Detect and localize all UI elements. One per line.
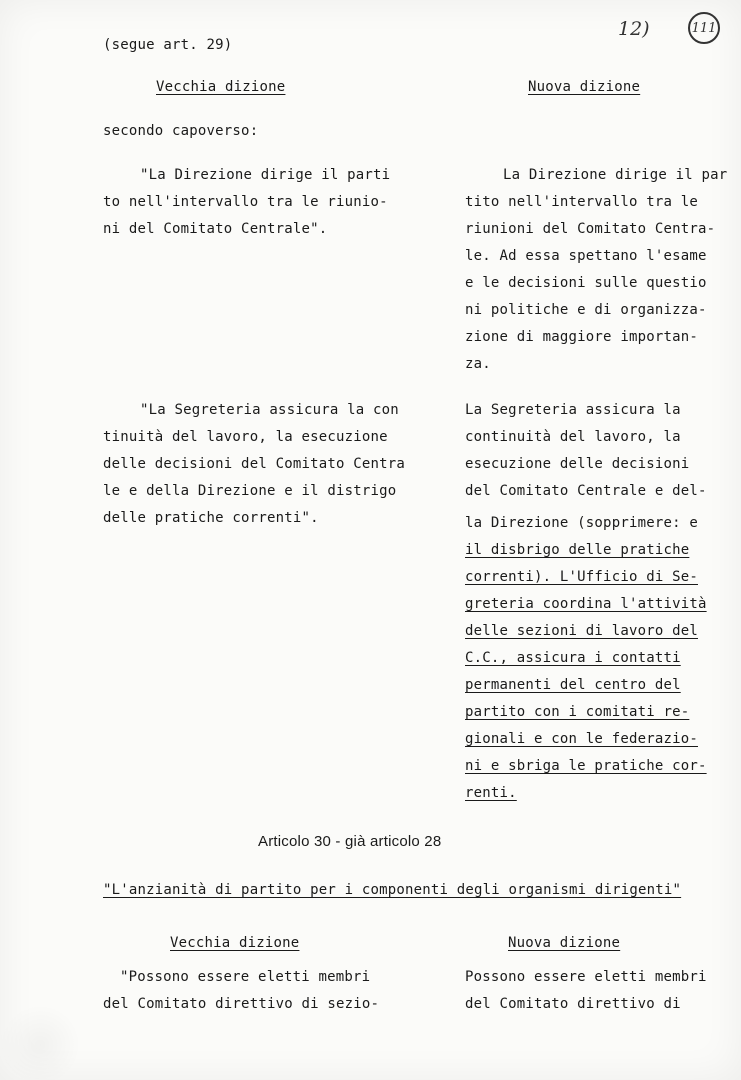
new-para3-line: Possono essere eletti membri [465,969,707,985]
new-para2-added-line: partito con i comitati re- [465,704,690,720]
new-para1-line: tito nell'intervallo tra le [465,194,698,210]
subheading: secondo capoverso: [103,123,259,139]
faint-watermark [0,1000,90,1080]
new-para1-line: za. [465,356,491,372]
new-para2-line: la Direzione (sopprimere: e [465,515,698,531]
new-para2-line: La Segreteria assicura la [465,402,681,418]
new-para1-line: riunioni del Comitato Centra- [465,221,716,237]
old-para1-line: ni del Comitato Centrale". [103,221,328,237]
old-para2-line: tinuità del lavoro, la esecuzione [103,429,388,445]
new-version-heading: Nuova dizione [528,79,641,95]
old-version-heading: Vecchia dizione [156,79,286,95]
old-para2-line: delle decisioni del Comitato Centra [103,456,406,472]
new-para2-added-line: greteria coordina l'attività [465,596,707,612]
new-para1-line: La Direzione dirige il par [503,167,728,183]
old-para2-line: delle pratiche correnti". [103,510,319,526]
circled-number: 111 [691,20,717,36]
old-para2-line: "La Segreteria assicura la con [140,402,399,418]
article-title: Articolo 30 - già articolo 28 [258,833,442,850]
new-para2-added-line: delle sezioni di lavoro del [465,623,698,639]
new-para3-line: del Comitato direttivo di [465,996,681,1012]
circled-page-stamp [688,12,720,44]
old-para3-line: "Possono essere eletti membri [120,969,371,985]
new-para2-line: continuità del lavoro, la [465,429,681,445]
new-para2-line: esecuzione delle decisioni [465,456,690,472]
article-subtitle: "L'anzianità di partito per i componenti degli organismi dirigenti" [103,882,682,898]
new-para2-added-line: gionali e con le federazio- [465,731,698,747]
new-para2-added-line: permanenti del centro del [465,677,681,693]
handwritten-page-number: 12) [618,18,650,40]
new-para1-line: zione di maggiore importan- [465,329,698,345]
new-para2-added-line: renti. [465,785,517,801]
new-para2-added-line: correnti). L'Ufficio di Se- [465,569,698,585]
new-para2-added-line: ni e sbriga le pratiche cor- [465,758,707,774]
new-para1-line: ni politiche e di organizza- [465,302,707,318]
new-version-heading-2: Nuova dizione [508,935,621,951]
new-para2-added-line: C.C., assicura i contatti [465,650,681,666]
old-para2-line: le e della Direzione e il distrigo [103,483,397,499]
old-version-heading-2: Vecchia dizione [170,935,300,951]
continuation-note: (segue art. 29) [103,37,233,53]
new-para1-line: le. Ad essa spettano l'esame [465,248,707,264]
old-para1-line: "La Direzione dirige il parti [140,167,391,183]
old-para3-line: del Comitato direttivo di sezio- [103,996,380,1012]
old-para1-line: to nell'intervallo tra le riunio- [103,194,388,210]
new-para2-line: del Comitato Centrale e del- [465,483,707,499]
new-para2-added-line: il disbrigo delle pratiche [465,542,690,558]
new-para1-line: e le decisioni sulle questio [465,275,707,291]
